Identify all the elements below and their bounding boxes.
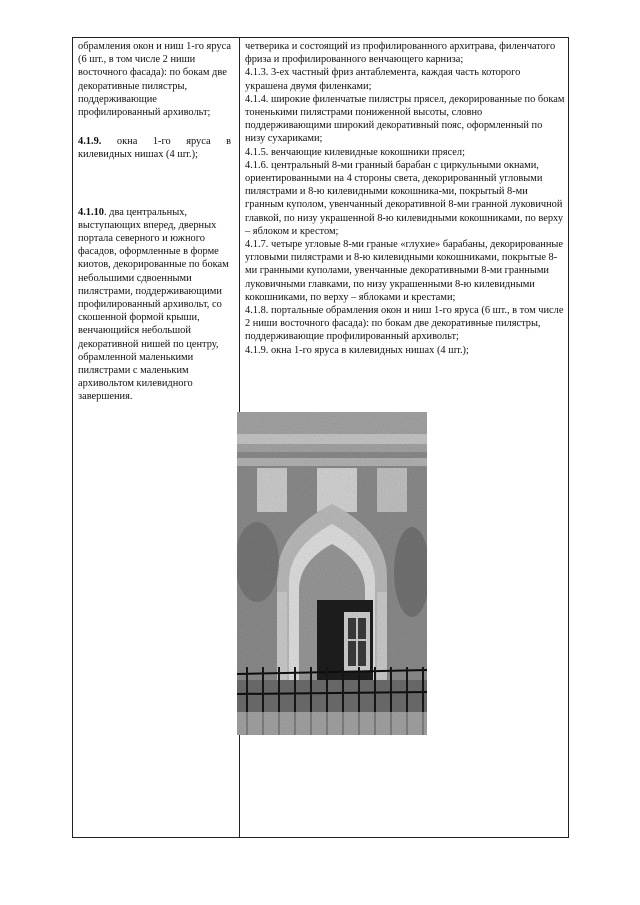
left-intro: обрамления окон и ниш 1-го яруса (6 шт., в том числе 2 ниши восточного фасада): по бокам две декоративные пилястры, поддерживающие профилированный архивольт; [78,41,231,119]
item-4-1-10 [78,206,231,404]
item-number: 4.1.9. [78,136,102,148]
left-column [78,40,231,404]
right-intro: четверика и состоящий из профилированного архитрава, филенчатого фриза и профилированного венчающего карниза; [245,41,556,66]
item-4-1-5: 4.1.5. венчающие килевидные кокошники прясел; [245,146,465,158]
item-number: 4.1.10 [78,206,104,218]
right-column [245,40,565,357]
item-4-1-9: 4.1.9. окна 1-го яруса в килевидных нишах (4 шт.); [245,344,469,356]
window-niche-photo [237,412,427,735]
item-4-1-4: 4.1.4. широкие филенчатые пилястры прясел, декорированные по бокам тоненькими пилястрами пониженной высоты, словно поддерживающими широкий декоративный пояс, оформленный по низу сухариками; [245,93,565,145]
item-4-1-6: 4.1.6. центральный 8-ми гранный барабан с циркульными окнами, ориентированными на 4 стороны света, декорированный угловыми пилястрами и 8-ю килевидными кокошника-ми, покрытый 8-ми гранным куполом, увенчанный декоративной 8-ми гранной луковичной главкой, по низу украшенной 8-ю килевидными кокошниками, по верху – яблоком и крестом; [245,159,564,237]
item-text: окна 1-го яруса в килевидных нишах (4 шт.); [78,136,231,161]
item-4-1-3: 4.1.3. 3-ех частный фриз антаблемента, каждая часть которого украшена двумя филенками; [245,67,521,92]
item-4-1-9-left [78,135,231,161]
item-text: . два центральных, выступающих вперед, дверных портала северного и южного фасадов, оформленные в форме киотов, декорированные по бокам небольшими сдвоенными пилястрами, поддерживающими профилированный архивольт, со скошенной формой крыши, венчающийся небольшой декоративной нишей по центру, обрамленной маленькими пилястрами с маленьким архивольтом килевидного завершения. [78,206,229,403]
item-4-1-7: 4.1.7. четыре угловые 8-ми граные «глухие» барабаны, декорированные угловыми пилястрами и 8-ю килевидными кокошниками, покрытые 8-ми гранными куполами, увенчанные декоративными 8-ми гранными луковичными главками, по низу украшенными 8-ю килевидными кокошниками, по верху – яблоками и крестами; [245,239,564,303]
item-4-1-8: 4.1.8. портальные обрамления окон и ниш 1-го яруса (6 шт., в том числе 2 ниши восточного фасада): по бокам две декоративные пилястры, поддерживающие профилированный архивольт; [245,305,564,343]
